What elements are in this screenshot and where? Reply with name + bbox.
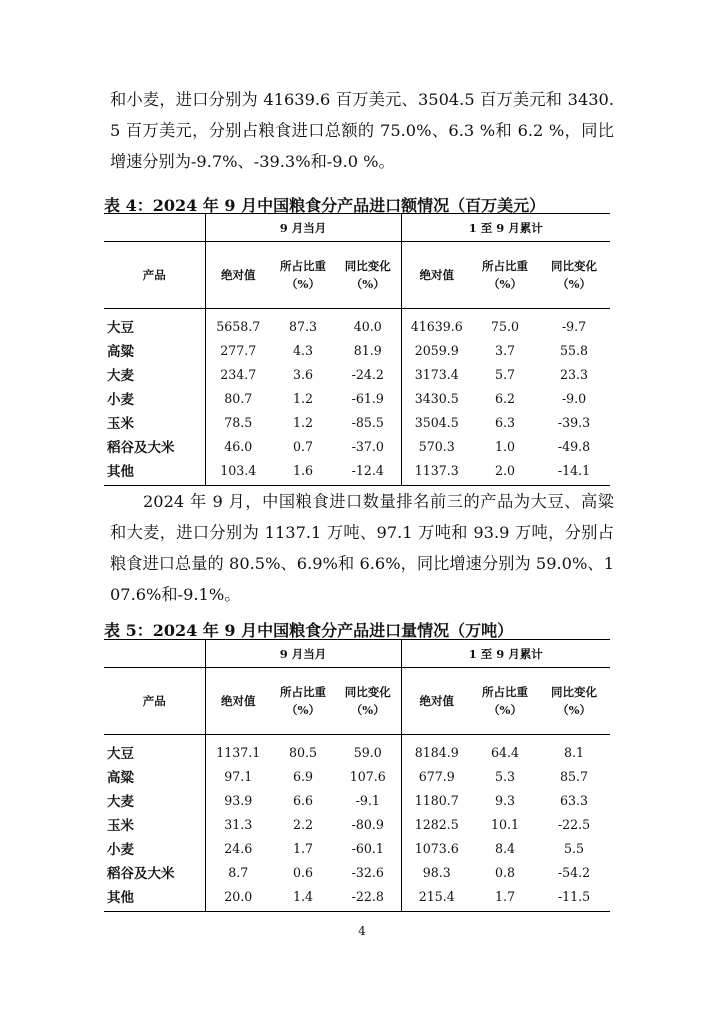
share-header-line2: （%） [286,277,320,291]
cell-product: 稻谷及大米 [104,434,205,458]
table-row [104,764,610,788]
paragraph-import-volume-summary: 2024 年 9 月，中国粮食进口数量排名前三的产品为大豆、高粱和大麦，进口分别为 1137.1 万吨、97.1 万吨和 93.9 万吨，分别占粮食进口总量的 80.5%、6.9%和 6.6%，同比增速分别为 59.0%、107.6%和-9.1%。 [110,492,614,604]
cell-month-share: 87.3 [288,318,318,334]
cell-ytd-yoy: 5.5 [564,840,585,856]
cell-month-share: 1.4 [271,884,335,912]
cell-product: 其他 [104,884,205,912]
share-header-line2: （%） [488,703,522,717]
cell-month-share: 6.9 [292,768,314,784]
table4-caption: 表 4：2024 年 9 月中国粮食分产品进口额情况（百万美元） [104,196,546,215]
cell-month-yoy: -32.6 [335,860,401,884]
cell-ytd-share: 6.3 [495,414,516,430]
cell-ytd-yoy: -22.5 [557,816,591,832]
table4-col-month-share [271,242,335,309]
cell-ytd-yoy: -11.5 [538,884,610,912]
table-row [104,735,610,765]
table5-col-ytd-abs: 绝对值 [401,668,472,735]
cell-month-abs: 31.3 [224,816,253,832]
cell-month-abs: 234.7 [220,366,257,382]
cell-month-abs: 5658.7 [216,318,261,334]
share-header-line2: （%） [488,277,522,291]
table5-group-ytd: 1 至 9 月累计 [401,640,610,668]
cell-ytd-abs: 41639.6 [410,318,463,334]
paragraph-import-value-summary: 和小麦，进口分别为 41639.6 百万美元、3504.5 百万美元和 3430.5 百万美元，分别占粮食进口总额的 75.0%、6.3 %和 6.2 %，同比增速分别为-9.7%、-39.3%和-9.0 %。 [110,90,614,171]
cell-month-abs: 103.4 [205,458,271,486]
table-row [104,884,610,912]
cell-ytd-share: 6.2 [495,390,516,406]
cell-product: 玉米 [104,812,205,836]
table5-col-month-abs: 绝对值 [205,668,271,735]
cell-month-yoy: 81.9 [335,338,401,362]
cell-ytd-abs: 3430.5 [414,390,459,406]
cell-month-share: 1.2 [292,414,314,430]
yoy-header-line1: 同比变化 [344,685,391,699]
cell-ytd-yoy: 23.3 [560,366,589,382]
table5-col-ytd-yoy [538,668,610,735]
cell-ytd-share: 3.7 [495,342,516,358]
cell-month-share: 2.2 [292,816,314,832]
cell-month-share: 6.6 [292,792,314,808]
table4-header-corner [104,214,205,242]
cell-month-share: 4.3 [292,342,314,358]
share-header-line1: 所占比重 [280,259,326,273]
table5-col-month-yoy [335,668,401,735]
cell-month-yoy: 40.0 [335,309,401,339]
table-row [104,434,610,458]
cell-ytd-abs: 2059.9 [414,342,459,358]
cell-ytd-abs: 677.9 [418,768,455,784]
yoy-header-line1: 同比变化 [344,259,391,273]
cell-month-yoy: -60.1 [335,836,401,860]
cell-month-share: 80.5 [288,744,318,760]
cell-product: 稻谷及大米 [104,860,205,884]
cell-ytd-share: 1.7 [472,884,538,912]
cell-month-abs: 78.5 [224,414,253,430]
cell-month-abs: 1137.1 [216,744,261,760]
table-row [104,836,610,860]
import-volume-table [104,639,610,912]
cell-ytd-share: 75.0 [491,318,520,334]
table4-col-month-yoy [335,242,401,309]
cell-month-yoy: -24.2 [335,362,401,386]
yoy-header-line1: 同比变化 [551,685,598,699]
cell-month-yoy: -22.8 [335,884,401,912]
cell-month-abs: 277.7 [220,342,257,358]
table5-col-product: 产品 [104,668,205,735]
cell-ytd-share: 64.4 [491,744,520,760]
cell-month-yoy: -37.0 [335,434,401,458]
table4-col-product: 产品 [104,242,205,309]
cell-product: 小麦 [104,836,205,860]
cell-month-yoy: -12.4 [335,458,401,486]
cell-ytd-abs: 1180.7 [414,792,459,808]
cell-month-abs: 8.7 [228,864,249,880]
table4-col-ytd-share [472,242,538,309]
table-row [104,309,610,339]
cell-ytd-yoy: 8.1 [564,744,585,760]
table5-group-month: 9 月当月 [205,640,401,668]
cell-month-share: 1.2 [292,390,314,406]
cell-product: 大豆 [104,309,205,339]
table-row [104,860,610,884]
cell-month-yoy: -85.5 [335,410,401,434]
cell-ytd-abs: 1282.5 [414,816,459,832]
cell-month-abs: 46.0 [224,438,253,454]
cell-ytd-abs: 1137.3 [401,458,472,486]
cell-ytd-share: 5.7 [495,366,516,382]
cell-product: 其他 [104,458,205,486]
table4-col-ytd-abs: 绝对值 [401,242,472,309]
cell-ytd-yoy: 63.3 [560,792,589,808]
yoy-header-line2: （%） [557,277,592,291]
cell-product: 高粱 [104,338,205,362]
table5-caption: 表 5：2024 年 9 月中国粮食分产品进口量情况（万吨） [104,621,514,640]
cell-month-abs: 20.0 [205,884,271,912]
cell-product: 大豆 [104,735,205,765]
share-header-line2: （%） [286,703,320,717]
import-value-table [104,213,610,486]
cell-month-share: 0.6 [292,864,314,880]
cell-month-abs: 97.1 [224,768,253,784]
cell-ytd-abs: 215.4 [401,884,472,912]
cell-ytd-yoy: -9.0 [561,390,587,406]
cell-ytd-abs: 8184.9 [414,744,459,760]
cell-ytd-abs: 3504.5 [414,414,459,430]
cell-product: 高粱 [104,764,205,788]
cell-month-share: 3.6 [292,366,314,382]
table4-col-month-abs: 绝对值 [205,242,271,309]
cell-ytd-share: 8.4 [495,840,516,856]
share-header-line1: 所占比重 [482,259,529,273]
cell-ytd-share: 1.0 [495,438,516,454]
cell-month-abs: 80.7 [224,390,253,406]
cell-ytd-share: 9.3 [495,792,516,808]
cell-ytd-abs: 3173.4 [414,366,459,382]
table-row [104,338,610,362]
cell-ytd-abs: 98.3 [422,864,451,880]
cell-month-abs: 24.6 [224,840,253,856]
cell-ytd-yoy: 85.7 [560,768,589,784]
cell-product: 大麦 [104,362,205,386]
table-row [104,788,610,812]
cell-ytd-share: 10.1 [491,816,520,832]
cell-month-yoy: -61.9 [335,386,401,410]
cell-month-share: 0.7 [292,438,314,454]
cell-month-yoy: 107.6 [335,764,401,788]
table4-group-month: 9 月当月 [205,214,401,242]
cell-ytd-share: 5.3 [495,768,516,784]
cell-ytd-abs: 570.3 [418,438,455,454]
share-header-line1: 所占比重 [482,685,529,699]
cell-ytd-share: 0.8 [495,864,516,880]
table5-col-month-share [271,668,335,735]
cell-ytd-abs: 1073.6 [414,840,459,856]
cell-month-yoy: -9.1 [335,788,401,812]
table-row [104,386,610,410]
yoy-header-line2: （%） [557,703,592,717]
yoy-header-line2: （%） [350,703,385,717]
table-row [104,812,610,836]
cell-month-share: 1.6 [271,458,335,486]
cell-month-yoy: -80.9 [335,812,401,836]
share-header-line1: 所占比重 [280,685,326,699]
cell-ytd-yoy: -39.3 [557,414,591,430]
table5-col-ytd-share [472,668,538,735]
cell-month-yoy: 59.0 [335,735,401,765]
table5-header-corner [104,640,205,668]
cell-month-share: 1.7 [292,840,314,856]
table-row [104,458,610,486]
cell-product: 大麦 [104,788,205,812]
yoy-header-line1: 同比变化 [551,259,598,273]
table-row [104,362,610,386]
cell-month-abs: 93.9 [224,792,253,808]
cell-ytd-yoy: -14.1 [538,458,610,486]
cell-ytd-yoy: -54.2 [557,864,591,880]
cell-product: 小麦 [104,386,205,410]
page-number: 4 [358,924,366,938]
cell-product: 玉米 [104,410,205,434]
cell-ytd-share: 2.0 [472,458,538,486]
cell-ytd-yoy: -9.7 [561,318,587,334]
table4-group-ytd: 1 至 9 月累计 [401,214,610,242]
cell-ytd-yoy: -49.8 [557,438,591,454]
yoy-header-line2: （%） [350,277,385,291]
table4-col-ytd-yoy [538,242,610,309]
cell-ytd-yoy: 55.8 [560,342,589,358]
table-row [104,410,610,434]
